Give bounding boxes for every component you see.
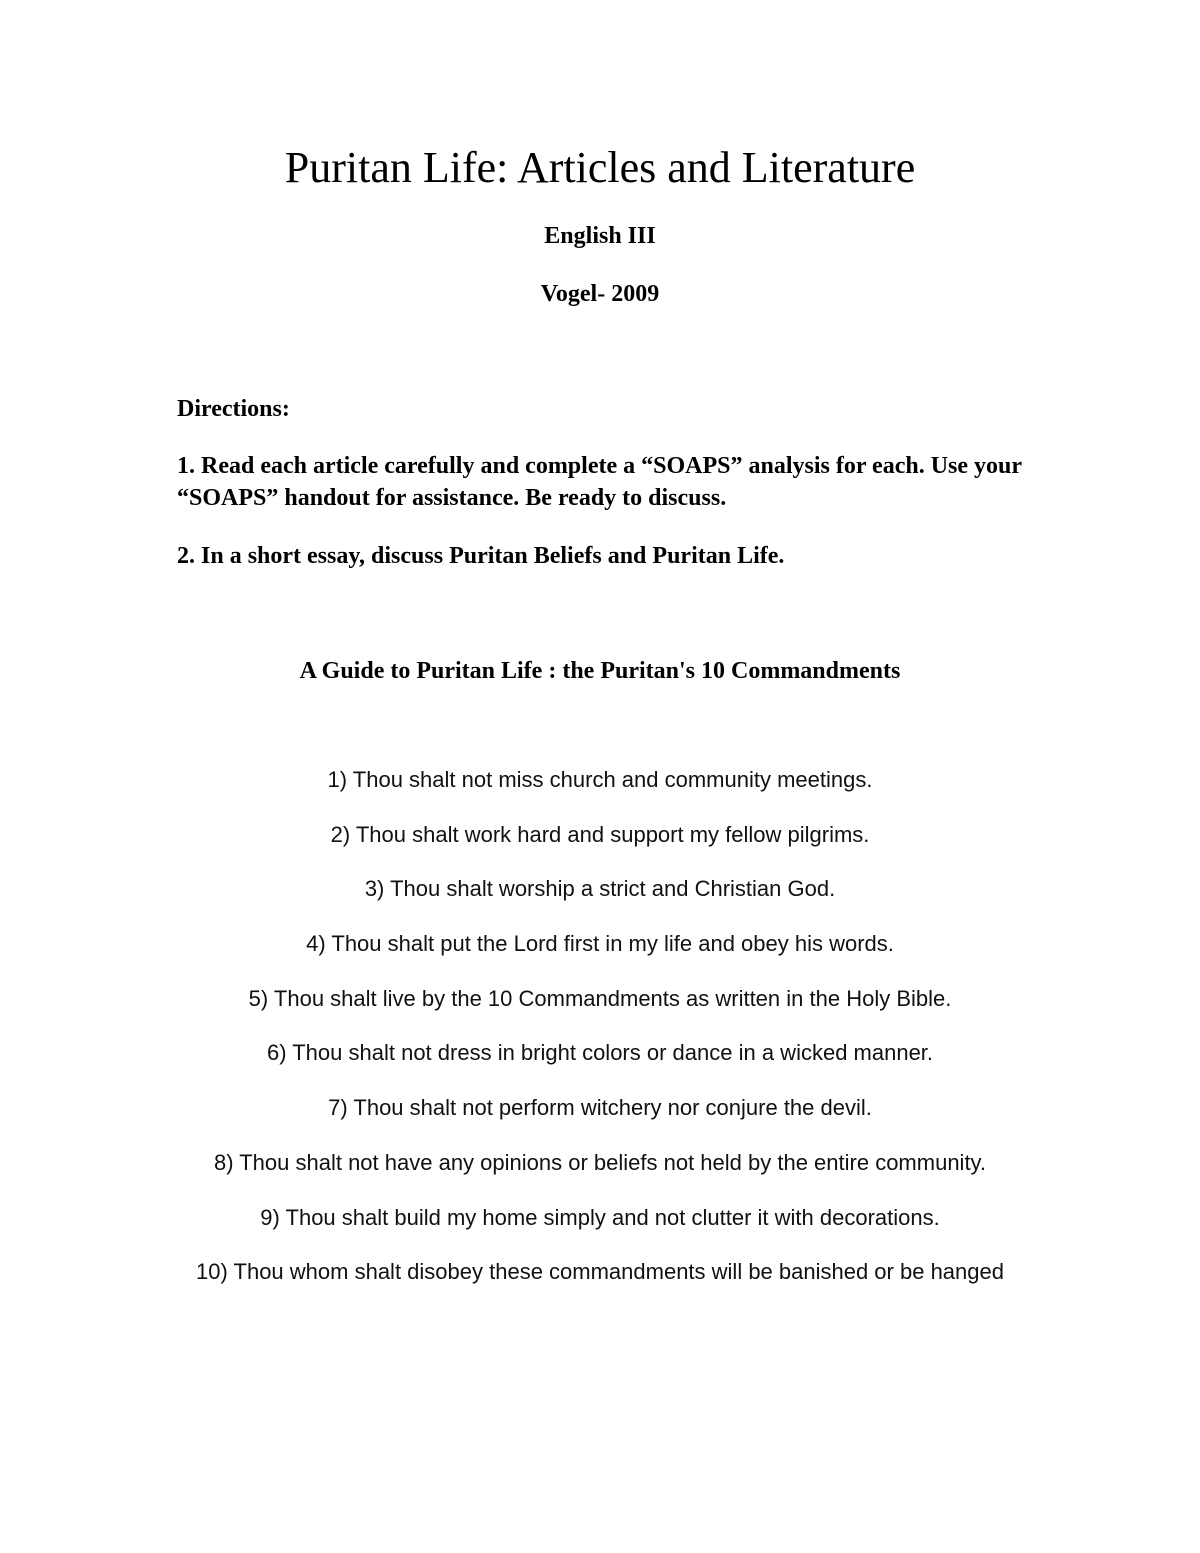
direction-item: 2. In a short essay, discuss Puritan Beliefs and Puritan Life. [177,543,785,569]
commandment-item: 7) Thou shalt not perform witchery nor conjure the devil. [328,1095,872,1121]
commandment-item: 5) Thou shalt live by the 10 Commandments as written in the Holy Bible. [248,985,952,1011]
commandment-item: 1) Thou shalt not miss church and community meetings. [327,767,873,792]
commandment-item: 4) Thou shalt put the Lord first in my life and obey his words. [306,931,894,957]
commandment-item: 10) Thou whom shalt disobey these commandments will be banished or be hanged [196,1259,1004,1285]
commandment-item: 3) Thou shalt worship a strict and Christian God. [364,876,836,902]
commandments-list [0,766,1200,1313]
commandment-item: 8) Thou shalt not have any opinions or beliefs not held by the entire community. [213,1149,987,1175]
commandment-item: 2) Thou shalt work hard and support my fellow pilgrims. [330,821,870,847]
directions-heading: Directions: [177,396,290,422]
section-heading: A Guide to Puritan Life : the Puritan's 10 Commandments [299,658,901,684]
page-title: Puritan Life: Articles and Literature [284,143,916,192]
author-year: Vogel- 2009 [540,281,660,307]
course-name: English III [544,223,656,249]
direction-item: 1. Read each article carefully and complete a “SOAPS” analysis for each. Use your “SOAPS” handout for assistance. Be ready to discuss. [177,453,1022,511]
commandment-item: 6) Thou shalt not dress in bright colors or dance in a wicked manner. [266,1040,934,1066]
commandment-item: 9) Thou shalt build my home simply and not clutter it with decorations. [260,1204,940,1230]
